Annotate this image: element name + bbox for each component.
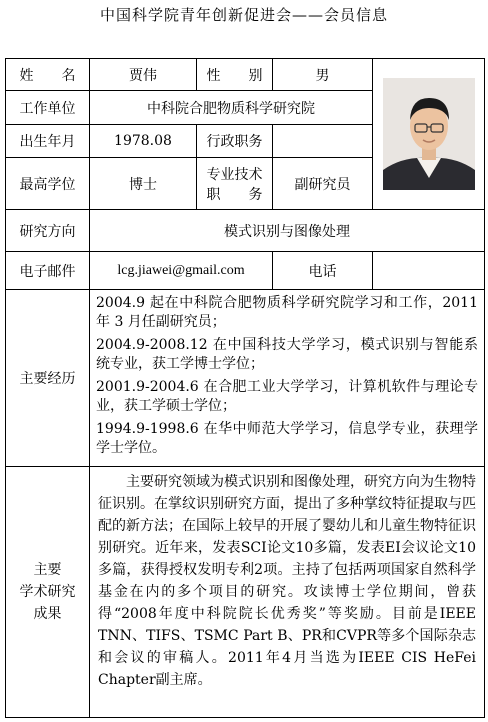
admin-title-value [273,125,373,158]
experience-item: 2001.9-2004.6 在合肥工业大学学习，计算机软件与理论专业，获工学硕士学位； [96,379,478,414]
achievements-label [6,467,90,718]
achievements-label-line3: 成果 [33,606,62,622]
achievements-text: 主要研究领域为模式识别和图像处理，研究方向为生物特征识别。在掌纹识别研究方面，提出了多种掌纹特征提取与匹配的新方法；在国际上较早的开展了婴幼儿和儿童生物特征识别研究。近年来，发表SCI论文10多篇，发表EI会议论文10多篇，获得授权发明专利2项。主持了包括两项国家自然科学基金在内的多个项目的研究。攻读博士学位期间，曾获得“2008年度中科院院长优秀奖”等奖励。目前是IEEE TNN、TIFS、TSMC Part B、PR和CVPR等多个国际杂志和会议的审稿人。2011年4月当选为IEEE CIS HeFei Chapter副主席。 [98,474,476,688]
achievements-content [90,467,485,718]
pro-title-label [197,158,273,210]
portrait-photo [383,78,475,190]
gender-value: 男 [273,59,373,91]
email-label: 电子邮件 [6,252,90,290]
phone-value [373,252,485,290]
gender-label: 性 别 [197,59,273,91]
research-value: 模式识别与图像处理 [90,210,485,252]
experience-item: 2004.9-2008.12 在中国科技大学学习，模式识别与智能系统专业，获工学博士学位； [96,337,478,372]
admin-title-label: 行政职务 [197,125,273,158]
pro-title-label-line2: 职 务 [206,186,263,203]
experience-content [90,290,485,467]
experience-label: 主要经历 [6,290,90,467]
unit-value: 中科院合肥物质科学研究院 [90,91,373,125]
pro-title-label-line1: 专业技术 [206,166,263,183]
birth-label: 出生年月 [6,125,90,158]
member-info-table [5,58,485,718]
email-value: lcg.jiawei@gmail.com [90,252,273,290]
experience-item: 1994.9-1998.6 在华中师范大学学习，信息学专业，获理学学士学位。 [96,421,478,456]
birth-value: 1978.08 [90,125,197,158]
pro-title-value: 副研究员 [273,158,373,210]
achievements-label-line2: 学术研究 [19,584,76,600]
degree-value: 博士 [90,158,197,210]
page-title: 中国科学院青年创新促进会——会员信息 [99,6,388,24]
name-label: 姓 名 [6,59,90,91]
name-value: 贾伟 [90,59,197,91]
phone-label: 电话 [273,252,373,290]
experience-item: 2004.9 起在中科院合肥物质科学研究院学习和工作，2011 年 3 月任副研究员； [96,295,478,330]
research-label: 研究方向 [6,210,90,252]
achievements-label-line1: 主要 [33,562,62,578]
photo-cell [373,59,485,210]
unit-label: 工作单位 [6,91,90,125]
degree-label: 最高学位 [6,158,90,210]
